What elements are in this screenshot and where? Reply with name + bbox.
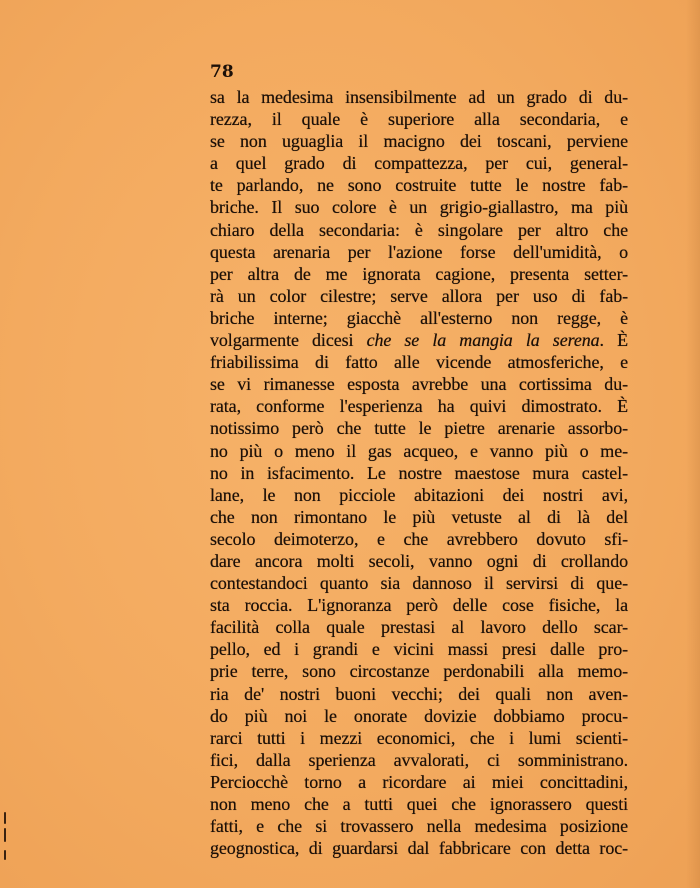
text-line xyxy=(210,440,628,462)
italic-phrase: che se la mangia la serena xyxy=(366,330,600,351)
text-line xyxy=(210,771,628,793)
margin-mark xyxy=(4,850,6,860)
text-run: sta roccia. L'ignoranza però delle cose fisiche, la xyxy=(210,595,628,616)
text-run: ria de' nostri buoni vecchi; dei quali non aven- xyxy=(210,683,628,704)
text-run: do più noi le onorate dovizie dobbiamo procu- xyxy=(210,705,628,726)
text-run: friabilissima di fatto alle vicende atmosferiche, e xyxy=(210,352,628,373)
text-run: briche. Il suo colore è un grigio-giallastro, ma più xyxy=(210,197,628,218)
text-run: contestandoci quanto sia dannoso il servirsi di que- xyxy=(210,573,628,594)
text-line xyxy=(210,705,628,727)
text-line xyxy=(210,174,628,196)
text-run: no più o meno il gas acqueo, e vanno più o me- xyxy=(210,440,628,461)
text-run: notissimo però che tutte le pietre arenarie assorbo- xyxy=(210,418,628,439)
text-run: questa arenaria per l'azione forse dell'umidità, o xyxy=(210,241,628,262)
text-run: rata, conforme l'esperienza ha quivi dimostrato. È xyxy=(210,396,628,417)
text-run: lane, le non picciole abitazioni dei nostri avi, xyxy=(210,484,628,505)
text-line xyxy=(210,594,628,616)
text-line xyxy=(210,484,628,506)
text-run: rà un color cilestre; serve allora per uso di fab- xyxy=(210,285,628,306)
text-line xyxy=(210,638,628,660)
text-run: se non uguaglia il macigno dei toscani, perviene xyxy=(210,131,628,152)
margin-mark xyxy=(4,812,6,824)
text-run: non meno che a tutti quei che ignorassero questi xyxy=(210,794,628,814)
text-run: briche interne; giacchè all'esterno non regge, è xyxy=(210,307,628,328)
text-line xyxy=(210,196,628,218)
text-run: prie terre, sono circostanze perdonabili alla memo- xyxy=(210,661,628,682)
text-line xyxy=(210,351,628,373)
text-line xyxy=(210,307,628,329)
body-text xyxy=(210,86,628,859)
text-run: sa la medesima insensibilmente ad un grado di du- xyxy=(210,87,628,107)
text-line xyxy=(210,417,628,439)
text-run: volgarmente dicesi xyxy=(210,330,367,351)
text-run: se vi rimanesse esposta avrebbe una cortissima du- xyxy=(210,374,628,395)
text-run: no in isfacimento. Le nostre maestose mura castel- xyxy=(210,462,628,483)
text-run: facilità colla quale prestasi al lavoro dello scar- xyxy=(210,617,628,638)
text-line xyxy=(210,550,628,572)
text-line xyxy=(210,373,628,395)
text-line xyxy=(210,727,628,749)
text-line xyxy=(210,749,628,771)
text-line xyxy=(210,241,628,263)
text-line xyxy=(210,152,628,174)
text-run: che non rimontano le più vetuste al di là del xyxy=(210,506,628,527)
text-line xyxy=(210,329,628,351)
text-run: rarci tutti i mezzi economici, che i lumi scienti- xyxy=(210,727,628,748)
text-line xyxy=(210,108,628,130)
text-line xyxy=(210,263,628,285)
margin-mark xyxy=(4,828,6,842)
page-edge-shadow xyxy=(686,0,700,888)
text-line xyxy=(210,219,628,241)
text-line xyxy=(210,130,628,152)
text-line xyxy=(210,528,628,550)
text-line xyxy=(210,683,628,705)
text-line xyxy=(210,815,628,837)
text-line xyxy=(210,660,628,682)
text-run: . È xyxy=(599,330,628,351)
text-run: geognostica, di guardarsi dal fabbricare con detta roc- xyxy=(210,838,628,859)
text-line xyxy=(210,616,628,638)
text-run: chiaro della secondaria: è singolare per altro che xyxy=(210,219,628,240)
text-run: fatti, e che si trovassero nella medesima posizione xyxy=(210,816,628,837)
text-run: Perciocchè torno a ricordare ai miei concittadini, xyxy=(210,771,628,792)
text-run: te parlando, ne sono costruite tutte le nostre fab- xyxy=(210,175,628,196)
text-run: secolo deimoterzo, e che avrebbero dovuto sfi- xyxy=(210,528,628,549)
text-line xyxy=(210,837,628,859)
text-line xyxy=(210,793,628,815)
text-run: rezza, il quale è superiore alla secondaria, e xyxy=(210,109,628,130)
text-run: per altra de me ignorata cagione, presenta setter- xyxy=(210,263,628,284)
text-run: dare ancora molti secoli, vanno ogni di crollando xyxy=(210,550,628,571)
text-run: a quel grado di compattezza, per cui, general- xyxy=(210,153,628,174)
text-run: pello, ed i grandi e vicini massi presi dalle pro- xyxy=(210,639,628,660)
text-line xyxy=(210,86,628,108)
text-run: fici, dalla sperienza avvalorati, ci somministrano. xyxy=(210,749,628,770)
text-line xyxy=(210,462,628,484)
text-line xyxy=(210,506,628,528)
text-line xyxy=(210,395,628,417)
text-line xyxy=(210,285,628,307)
text-line xyxy=(210,572,628,594)
page-number: 78 xyxy=(210,62,234,82)
